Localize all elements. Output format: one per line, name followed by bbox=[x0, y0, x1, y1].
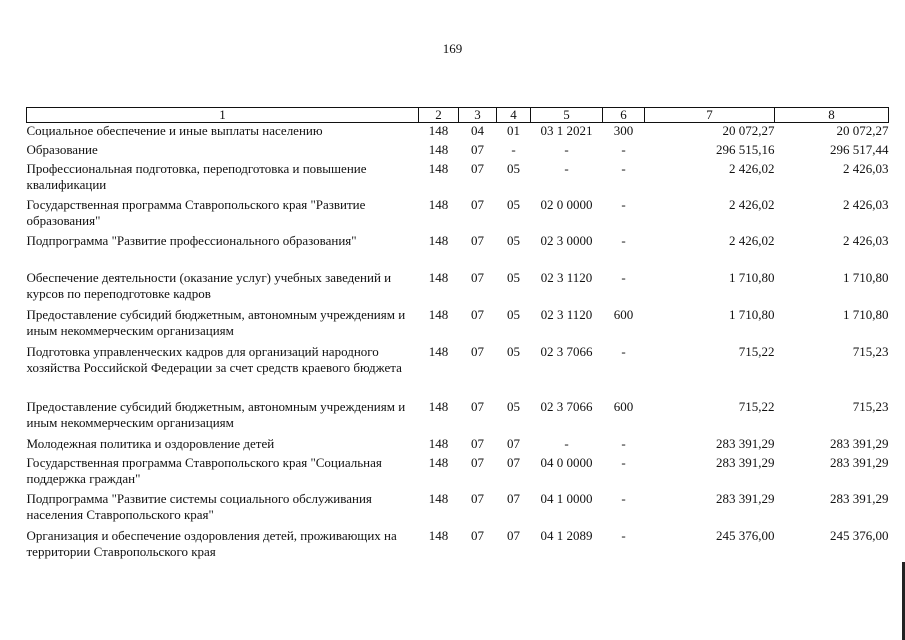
target-article: - bbox=[564, 435, 569, 451]
table-row bbox=[27, 307, 889, 344]
amount-col8: 2 426,03 bbox=[843, 196, 889, 212]
table-row bbox=[27, 270, 889, 307]
admin-code: 148 bbox=[428, 527, 449, 543]
table-row bbox=[27, 161, 889, 197]
row-name: Государственная программа Ставропольского края "Социальная поддержка граждан" bbox=[26, 454, 382, 486]
admin-code: 148 bbox=[428, 490, 449, 506]
subsection-code: 07 bbox=[507, 527, 520, 543]
table-row bbox=[27, 399, 889, 436]
column-header-1: 1 bbox=[27, 108, 419, 123]
table-row bbox=[27, 233, 889, 270]
amount-col7: 1 710,80 bbox=[729, 306, 775, 322]
target-article: 02 0 0000 bbox=[540, 196, 593, 212]
section-code: 04 bbox=[471, 123, 484, 138]
amount-col8: 245 376,00 bbox=[830, 527, 889, 543]
admin-code: 148 bbox=[428, 196, 449, 212]
admin-code: 148 bbox=[428, 398, 449, 414]
table-row bbox=[27, 123, 889, 142]
amount-col8: 283 391,29 bbox=[830, 454, 889, 470]
section-code: 07 bbox=[471, 306, 484, 322]
column-header-6: 6 bbox=[603, 108, 645, 123]
section-code: 07 bbox=[471, 343, 484, 359]
admin-code: 148 bbox=[428, 141, 449, 157]
target-article: 04 0 0000 bbox=[540, 454, 593, 470]
row-name: Образование bbox=[26, 141, 98, 157]
section-code: 07 bbox=[471, 232, 484, 248]
admin-code: 148 bbox=[428, 160, 449, 176]
admin-code: 148 bbox=[428, 306, 449, 322]
amount-col8: 283 391,29 bbox=[830, 490, 889, 506]
amount-col8: 283 391,29 bbox=[830, 435, 889, 451]
table-row bbox=[27, 528, 889, 564]
table-row bbox=[27, 436, 889, 455]
budget-table bbox=[26, 107, 889, 564]
subsection-code: 01 bbox=[507, 123, 520, 138]
target-article: - bbox=[564, 141, 569, 157]
amount-col8: 2 426,03 bbox=[843, 232, 889, 248]
target-article: - bbox=[564, 160, 569, 176]
column-header-4: 4 bbox=[497, 108, 531, 123]
subsection-code: 05 bbox=[507, 306, 520, 322]
expense-type: - bbox=[621, 232, 626, 248]
amount-col7: 2 426,02 bbox=[729, 196, 775, 212]
amount-col8: 1 710,80 bbox=[843, 306, 889, 322]
subsection-code: 07 bbox=[507, 490, 520, 506]
amount-col7: 296 515,16 bbox=[716, 141, 775, 157]
amount-col8: 715,23 bbox=[852, 343, 889, 359]
table-row bbox=[27, 142, 889, 161]
target-article: 03 1 2021 bbox=[540, 123, 593, 138]
row-name: Подпрограмма "Развитие системы социального обслуживания населения Ставропольского края" bbox=[26, 490, 372, 522]
header-row bbox=[27, 108, 889, 123]
target-article: 04 1 0000 bbox=[540, 490, 593, 506]
amount-col7: 283 391,29 bbox=[716, 454, 775, 470]
expense-type: - bbox=[621, 343, 626, 359]
column-header-7: 7 bbox=[645, 108, 775, 123]
target-article: 02 3 1120 bbox=[540, 306, 593, 322]
amount-col8: 20 072,27 bbox=[836, 123, 889, 138]
row-name: Социальное обеспечение и иные выплаты населению bbox=[26, 123, 323, 138]
subsection-code: 07 bbox=[507, 435, 520, 451]
row-name: Молодежная политика и оздоровление детей bbox=[26, 435, 275, 451]
table-row bbox=[27, 491, 889, 528]
amount-col8: 296 517,44 bbox=[830, 141, 889, 157]
expense-type: - bbox=[621, 435, 626, 451]
amount-col8: 2 426,03 bbox=[843, 160, 889, 176]
row-name: Организация и обеспечение оздоровления детей, проживающих на территории Ставропольского края bbox=[26, 527, 397, 559]
amount-col7: 2 426,02 bbox=[729, 232, 775, 248]
section-code: 07 bbox=[471, 398, 484, 414]
row-name: Предоставление субсидий бюджетным, автономным учреждениям и иным некоммерческим организациям bbox=[26, 398, 406, 430]
subsection-code: - bbox=[511, 141, 516, 157]
expense-type: - bbox=[621, 454, 626, 470]
expense-type: 300 bbox=[613, 123, 634, 138]
column-header-3: 3 bbox=[459, 108, 497, 123]
amount-col7: 283 391,29 bbox=[716, 435, 775, 451]
column-header-2: 2 bbox=[419, 108, 459, 123]
expense-type: - bbox=[621, 269, 626, 285]
section-code: 07 bbox=[471, 527, 484, 543]
amount-col7: 283 391,29 bbox=[716, 490, 775, 506]
admin-code: 148 bbox=[428, 269, 449, 285]
target-article: 04 1 2089 bbox=[540, 527, 593, 543]
row-name: Обеспечение деятельности (оказание услуг) учебных заведений и курсов по переподготовке кадров bbox=[26, 269, 392, 301]
expense-type: - bbox=[621, 160, 626, 176]
subsection-code: 05 bbox=[507, 160, 520, 176]
section-code: 07 bbox=[471, 160, 484, 176]
subsection-code: 05 bbox=[507, 196, 520, 212]
amount-col7: 1 710,80 bbox=[729, 269, 775, 285]
column-header-8: 8 bbox=[775, 108, 889, 123]
row-name: Государственная программа Ставропольского края "Развитие образования" bbox=[26, 196, 366, 228]
subsection-code: 05 bbox=[507, 232, 520, 248]
row-name: Предоставление субсидий бюджетным, автономным учреждениям и иным некоммерческим организациям bbox=[26, 306, 406, 338]
expense-type: - bbox=[621, 527, 626, 543]
column-header-5: 5 bbox=[531, 108, 603, 123]
amount-col7: 245 376,00 bbox=[716, 527, 775, 543]
target-article: 02 3 7066 bbox=[540, 343, 593, 359]
section-code: 07 bbox=[471, 196, 484, 212]
row-name: Подготовка управленческих кадров для организаций народного хозяйства Российской Федерации за счет средств краевого бюджета bbox=[26, 343, 402, 375]
target-article: 02 3 1120 bbox=[540, 269, 593, 285]
row-name: Подпрограмма "Развитие профессионального образования" bbox=[26, 232, 357, 248]
target-article: 02 3 7066 bbox=[540, 398, 593, 414]
subsection-code: 05 bbox=[507, 343, 520, 359]
amount-col7: 20 072,27 bbox=[722, 123, 775, 138]
table-row bbox=[27, 344, 889, 399]
admin-code: 148 bbox=[428, 435, 449, 451]
expense-type: - bbox=[621, 490, 626, 506]
subsection-code: 05 bbox=[507, 398, 520, 414]
expense-type: 600 bbox=[613, 398, 634, 414]
expense-type: 600 bbox=[613, 306, 634, 322]
admin-code: 148 bbox=[428, 232, 449, 248]
table-row bbox=[27, 197, 889, 233]
target-article: 02 3 0000 bbox=[540, 232, 593, 248]
expense-type: - bbox=[621, 141, 626, 157]
admin-code: 148 bbox=[428, 454, 449, 470]
amount-col7: 715,22 bbox=[738, 343, 775, 359]
row-name: Профессиональная подготовка, переподготовка и повышение квалификации bbox=[26, 160, 367, 192]
section-code: 07 bbox=[471, 435, 484, 451]
section-code: 07 bbox=[471, 141, 484, 157]
amount-col7: 2 426,02 bbox=[729, 160, 775, 176]
section-code: 07 bbox=[471, 269, 484, 285]
admin-code: 148 bbox=[428, 123, 449, 138]
page-number: 169 bbox=[442, 41, 463, 56]
expense-type: - bbox=[621, 196, 626, 212]
subsection-code: 07 bbox=[507, 454, 520, 470]
admin-code: 148 bbox=[428, 343, 449, 359]
section-code: 07 bbox=[471, 454, 484, 470]
section-code: 07 bbox=[471, 490, 484, 506]
table-row bbox=[27, 455, 889, 491]
subsection-code: 05 bbox=[507, 269, 520, 285]
amount-col8: 1 710,80 bbox=[843, 269, 889, 285]
amount-col8: 715,23 bbox=[852, 398, 889, 414]
amount-col7: 715,22 bbox=[738, 398, 775, 414]
